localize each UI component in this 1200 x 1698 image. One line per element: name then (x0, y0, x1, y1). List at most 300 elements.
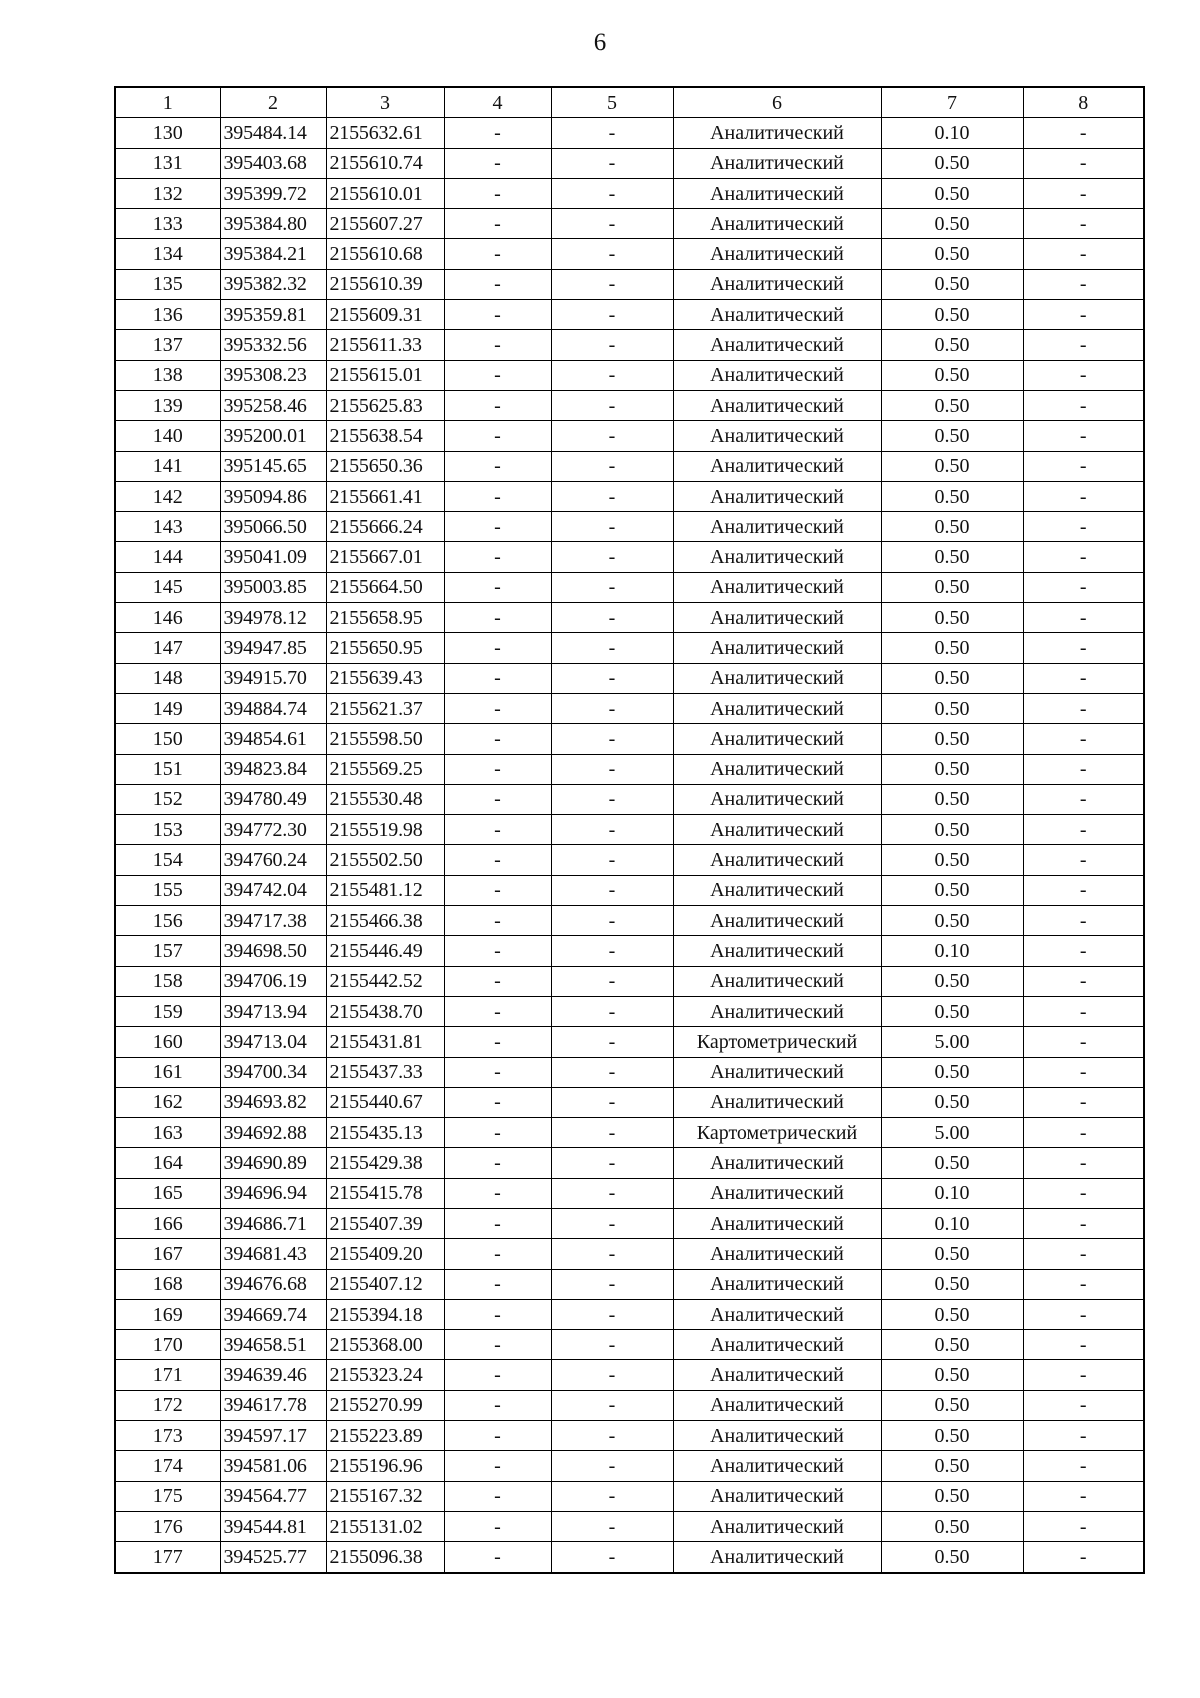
table-cell: 155 (115, 875, 220, 905)
table-cell: Аналитический (673, 663, 881, 693)
table-cell: Аналитический (673, 239, 881, 269)
table-cell: 153 (115, 815, 220, 845)
table-cell: - (444, 936, 551, 966)
table-cell: - (551, 724, 673, 754)
table-cell: - (444, 1542, 551, 1573)
table-cell: - (551, 966, 673, 996)
table-row (115, 512, 1144, 542)
table-cell: 394978.12 (220, 603, 326, 633)
table-cell: 394854.61 (220, 724, 326, 754)
table-cell: 0.50 (881, 542, 1023, 572)
table-cell: Аналитический (673, 906, 881, 936)
table-cell: 0.50 (881, 512, 1023, 542)
table-row (115, 663, 1144, 693)
table-cell: 395484.14 (220, 118, 326, 148)
table-row (115, 451, 1144, 481)
table-cell: - (444, 603, 551, 633)
table-cell: 0.10 (881, 1208, 1023, 1238)
table-cell: 394696.94 (220, 1178, 326, 1208)
table-cell: 2155435.13 (326, 1118, 444, 1148)
table-row (115, 209, 1144, 239)
table-cell: - (551, 1208, 673, 1238)
table-cell: - (444, 1148, 551, 1178)
table-cell: - (551, 451, 673, 481)
table-cell: 0.50 (881, 330, 1023, 360)
table-cell: 394760.24 (220, 845, 326, 875)
table-cell: - (1023, 1542, 1144, 1573)
table-cell: 144 (115, 542, 220, 572)
table-cell: 394690.89 (220, 1148, 326, 1178)
table-row (115, 1118, 1144, 1148)
table-row (115, 330, 1144, 360)
table-cell: 2155394.18 (326, 1299, 444, 1329)
table-cell: Аналитический (673, 1511, 881, 1541)
table-cell: 2155131.02 (326, 1511, 444, 1541)
table-cell: - (444, 1421, 551, 1451)
table-cell: - (551, 512, 673, 542)
table-cell: - (1023, 421, 1144, 451)
header-row (115, 87, 1144, 118)
table-cell: - (551, 239, 673, 269)
table-cell: - (551, 603, 673, 633)
table-cell: 0.50 (881, 1451, 1023, 1481)
table-cell: - (551, 996, 673, 1026)
table-cell: 0.50 (881, 754, 1023, 784)
table-cell: - (1023, 663, 1144, 693)
table-cell: - (551, 754, 673, 784)
table-cell: - (551, 481, 673, 511)
table-cell: 0.10 (881, 1178, 1023, 1208)
table-cell: - (1023, 178, 1144, 208)
table-cell: - (1023, 118, 1144, 148)
table-row (115, 481, 1144, 511)
table-cell: 2155667.01 (326, 542, 444, 572)
table-cell: - (551, 1542, 673, 1573)
table-cell: - (1023, 1360, 1144, 1390)
table-cell: 170 (115, 1330, 220, 1360)
table-cell: - (551, 572, 673, 602)
table-cell: 2155270.99 (326, 1390, 444, 1420)
table-cell: 0.50 (881, 1360, 1023, 1390)
table-cell: - (444, 724, 551, 754)
table-cell: - (1023, 815, 1144, 845)
table-cell: 394658.51 (220, 1330, 326, 1360)
table-cell: - (1023, 875, 1144, 905)
table-cell: 2155431.81 (326, 1027, 444, 1057)
table-row (115, 1451, 1144, 1481)
table-cell: - (551, 1390, 673, 1420)
table-cell: Аналитический (673, 209, 881, 239)
table-cell: - (1023, 1330, 1144, 1360)
table-cell: - (1023, 603, 1144, 633)
column-header-5: 5 (551, 87, 673, 118)
table-cell: - (551, 390, 673, 420)
table-cell: 135 (115, 269, 220, 299)
table-row (115, 875, 1144, 905)
table-cell: 2155666.24 (326, 512, 444, 542)
table-row (115, 390, 1144, 420)
table-cell: Картометрический (673, 1118, 881, 1148)
table-cell: 394742.04 (220, 875, 326, 905)
table-cell: 394525.77 (220, 1542, 326, 1573)
table-cell: 395145.65 (220, 451, 326, 481)
table-cell: 395332.56 (220, 330, 326, 360)
table-cell: 0.50 (881, 451, 1023, 481)
table-cell: 136 (115, 300, 220, 330)
table-cell: Аналитический (673, 451, 881, 481)
table-cell: 0.50 (881, 966, 1023, 996)
table-cell: 2155407.12 (326, 1269, 444, 1299)
table-cell: - (1023, 966, 1144, 996)
table-cell: 140 (115, 421, 220, 451)
table-cell: - (444, 421, 551, 451)
table-row (115, 1178, 1144, 1208)
table-cell: - (444, 845, 551, 875)
table-cell: 157 (115, 936, 220, 966)
table-cell: 0.50 (881, 1148, 1023, 1178)
table-cell: 162 (115, 1087, 220, 1117)
table-cell: - (551, 1269, 673, 1299)
table-cell: 146 (115, 603, 220, 633)
table-row (115, 1057, 1144, 1087)
table-cell: - (1023, 481, 1144, 511)
table-cell: 394676.68 (220, 1269, 326, 1299)
table-cell: - (1023, 1390, 1144, 1420)
table-cell: Аналитический (673, 1299, 881, 1329)
table-cell: Аналитический (673, 1481, 881, 1511)
table-cell: - (1023, 209, 1144, 239)
table-cell: 163 (115, 1118, 220, 1148)
table-row (115, 906, 1144, 936)
table-cell: 394772.30 (220, 815, 326, 845)
table-row (115, 996, 1144, 1026)
table-cell: - (1023, 1299, 1144, 1329)
coordinates-table (114, 86, 1145, 1574)
table-cell: - (551, 1087, 673, 1117)
table-cell: - (551, 906, 673, 936)
table-cell: 394681.43 (220, 1239, 326, 1269)
table-cell: 2155530.48 (326, 784, 444, 814)
table-cell: 394686.71 (220, 1208, 326, 1238)
table-cell: - (551, 330, 673, 360)
table-cell: - (551, 1511, 673, 1541)
table-cell: - (444, 572, 551, 602)
table-cell: - (1023, 542, 1144, 572)
table-cell: 395041.09 (220, 542, 326, 572)
table-row (115, 845, 1144, 875)
table-cell: 0.50 (881, 906, 1023, 936)
table-cell: - (444, 1330, 551, 1360)
table-cell: - (444, 996, 551, 1026)
table-cell: 394544.81 (220, 1511, 326, 1541)
table-cell: - (444, 784, 551, 814)
table-cell: - (444, 1027, 551, 1057)
table-cell: - (551, 269, 673, 299)
table-cell: - (1023, 1239, 1144, 1269)
table-cell: 2155569.25 (326, 754, 444, 784)
table-row (115, 148, 1144, 178)
table-cell: 2155437.33 (326, 1057, 444, 1087)
table-row (115, 300, 1144, 330)
table-cell: - (444, 906, 551, 936)
table-cell: Аналитический (673, 148, 881, 178)
table-cell: - (551, 1360, 673, 1390)
table-cell: - (1023, 1118, 1144, 1148)
table-cell: 2155632.61 (326, 118, 444, 148)
table-cell: 395258.46 (220, 390, 326, 420)
table-cell: 161 (115, 1057, 220, 1087)
column-header-2: 2 (220, 87, 326, 118)
table-cell: - (1023, 906, 1144, 936)
table-cell: 2155621.37 (326, 693, 444, 723)
table-cell: 395359.81 (220, 300, 326, 330)
table-cell: 176 (115, 1511, 220, 1541)
table-cell: - (551, 148, 673, 178)
page-number: 6 (593, 29, 607, 56)
table-cell: - (444, 1239, 551, 1269)
table-cell: 2155415.78 (326, 1178, 444, 1208)
table-cell: 2155519.98 (326, 815, 444, 845)
table-cell: - (551, 421, 673, 451)
table-cell: - (551, 178, 673, 208)
table-cell: Аналитический (673, 481, 881, 511)
table-cell: - (444, 269, 551, 299)
table-row (115, 1299, 1144, 1329)
table-cell: - (551, 118, 673, 148)
table-cell: Аналитический (673, 1390, 881, 1420)
table-cell: Аналитический (673, 118, 881, 148)
table-cell: 2155466.38 (326, 906, 444, 936)
table-cell: 177 (115, 1542, 220, 1573)
table-cell: Аналитический (673, 1542, 881, 1573)
table-cell: - (551, 209, 673, 239)
table-cell: - (551, 875, 673, 905)
table-cell: 143 (115, 512, 220, 542)
table-cell: 0.50 (881, 1239, 1023, 1269)
table-cell: - (444, 1390, 551, 1420)
table-cell: - (444, 1451, 551, 1481)
table-row (115, 178, 1144, 208)
table-cell: 0.50 (881, 996, 1023, 1026)
table-cell: - (551, 1057, 673, 1087)
table-cell: 394639.46 (220, 1360, 326, 1390)
table-cell: 395384.80 (220, 209, 326, 239)
table-row (115, 633, 1144, 663)
table-cell: 131 (115, 148, 220, 178)
table-row (115, 603, 1144, 633)
table-cell: Аналитический (673, 269, 881, 299)
table-cell: - (1023, 512, 1144, 542)
table-cell: 130 (115, 118, 220, 148)
table-row (115, 360, 1144, 390)
table-cell: 0.50 (881, 1299, 1023, 1329)
table-cell: Аналитический (673, 1148, 881, 1178)
table-cell: - (444, 1087, 551, 1117)
table-cell: - (551, 360, 673, 390)
table-cell: 2155502.50 (326, 845, 444, 875)
table-cell: 2155610.68 (326, 239, 444, 269)
table-cell: - (1023, 1451, 1144, 1481)
table-cell: 394581.06 (220, 1451, 326, 1481)
table-cell: - (444, 481, 551, 511)
table-cell: 0.50 (881, 572, 1023, 602)
table-row (115, 542, 1144, 572)
table-cell: 2155661.41 (326, 481, 444, 511)
table-cell: - (444, 239, 551, 269)
table-cell: Аналитический (673, 512, 881, 542)
table-body (115, 118, 1144, 1573)
table-cell: - (551, 1148, 673, 1178)
table-row (115, 693, 1144, 723)
table-cell: 2155607.27 (326, 209, 444, 239)
table-cell: 164 (115, 1148, 220, 1178)
table-cell: Аналитический (673, 390, 881, 420)
table-cell: 0.50 (881, 1421, 1023, 1451)
table-cell: - (1023, 784, 1144, 814)
table-row (115, 1148, 1144, 1178)
table-cell: Аналитический (673, 936, 881, 966)
table-cell: 0.50 (881, 845, 1023, 875)
table-cell: 0.50 (881, 269, 1023, 299)
table-cell: - (1023, 724, 1144, 754)
table-cell: 0.50 (881, 481, 1023, 511)
table-row (115, 815, 1144, 845)
column-header-4: 4 (444, 87, 551, 118)
table-cell: 394693.82 (220, 1087, 326, 1117)
table-cell: 2155650.95 (326, 633, 444, 663)
table-cell: 394700.34 (220, 1057, 326, 1087)
table-cell: 395403.68 (220, 148, 326, 178)
table-cell: 0.50 (881, 724, 1023, 754)
table-cell: - (551, 633, 673, 663)
table-cell: Аналитический (673, 845, 881, 875)
table-cell: - (444, 1511, 551, 1541)
table-cell: 132 (115, 178, 220, 208)
table-row (115, 784, 1144, 814)
table-cell: - (444, 1057, 551, 1087)
table-row (115, 421, 1144, 451)
table-cell: - (551, 1451, 673, 1481)
table-cell: 0.50 (881, 421, 1023, 451)
table-cell: 0.50 (881, 300, 1023, 330)
table-cell: - (444, 542, 551, 572)
table-cell: - (1023, 1208, 1144, 1238)
table-cell: Аналитический (673, 1360, 881, 1390)
table-cell: Аналитический (673, 1421, 881, 1451)
table-cell: Аналитический (673, 754, 881, 784)
table-cell: - (1023, 148, 1144, 178)
table-cell: - (1023, 1087, 1144, 1117)
table-cell: - (551, 1118, 673, 1148)
table-cell: 394823.84 (220, 754, 326, 784)
table-cell: 2155650.36 (326, 451, 444, 481)
table-cell: 159 (115, 996, 220, 1026)
table-cell: - (444, 118, 551, 148)
table-cell: 2155611.33 (326, 330, 444, 360)
table-cell: - (444, 1178, 551, 1208)
table-cell: - (444, 1208, 551, 1238)
table-cell: 2155610.39 (326, 269, 444, 299)
table-row (115, 572, 1144, 602)
table-cell: 2155481.12 (326, 875, 444, 905)
table-cell: 134 (115, 239, 220, 269)
table-cell: 165 (115, 1178, 220, 1208)
table-cell: - (444, 1118, 551, 1148)
table-cell: - (551, 542, 673, 572)
column-header-6: 6 (673, 87, 881, 118)
table-cell: 394915.70 (220, 663, 326, 693)
table-row (115, 1208, 1144, 1238)
table-cell: Аналитический (673, 966, 881, 996)
table-cell: 0.50 (881, 693, 1023, 723)
table-cell: 2155223.89 (326, 1421, 444, 1451)
table-cell: Аналитический (673, 603, 881, 633)
table-cell: Аналитический (673, 1269, 881, 1299)
table-cell: - (444, 451, 551, 481)
table-cell: 2155409.20 (326, 1239, 444, 1269)
table-cell: - (444, 875, 551, 905)
table-cell: 2155438.70 (326, 996, 444, 1026)
table-cell: 395308.23 (220, 360, 326, 390)
column-header-8: 8 (1023, 87, 1144, 118)
table-cell: 0.50 (881, 1390, 1023, 1420)
table-cell: 2155598.50 (326, 724, 444, 754)
table-cell: - (1023, 754, 1144, 784)
table-row (115, 724, 1144, 754)
table-cell: Аналитический (673, 330, 881, 360)
table-cell: 0.50 (881, 209, 1023, 239)
table-cell: - (444, 360, 551, 390)
table-cell: 156 (115, 906, 220, 936)
table-cell: - (1023, 693, 1144, 723)
table-cell: - (551, 663, 673, 693)
table-cell: Аналитический (673, 1239, 881, 1269)
column-header-7: 7 (881, 87, 1023, 118)
table-row (115, 1421, 1144, 1451)
table-row (115, 1511, 1144, 1541)
table-cell: - (444, 754, 551, 784)
table-cell: - (1023, 300, 1144, 330)
table-cell: 394706.19 (220, 966, 326, 996)
table-cell: - (1023, 1421, 1144, 1451)
table-cell: - (1023, 936, 1144, 966)
table-cell: 0.10 (881, 936, 1023, 966)
table-cell: 145 (115, 572, 220, 602)
table-row (115, 1481, 1144, 1511)
table-cell: 394698.50 (220, 936, 326, 966)
table-cell: 0.50 (881, 1542, 1023, 1573)
table-cell: - (444, 330, 551, 360)
table-cell: 151 (115, 754, 220, 784)
table-header (115, 87, 1144, 118)
table-cell: - (551, 1027, 673, 1057)
table-cell: 152 (115, 784, 220, 814)
table-cell: - (1023, 269, 1144, 299)
table-cell: 148 (115, 663, 220, 693)
table-cell: 2155658.95 (326, 603, 444, 633)
table-cell: 2155610.01 (326, 178, 444, 208)
table-cell: - (1023, 330, 1144, 360)
table-cell: 149 (115, 693, 220, 723)
table-cell: 167 (115, 1239, 220, 1269)
table-row (115, 1087, 1144, 1117)
table-cell: 2155639.43 (326, 663, 444, 693)
table-cell: 394669.74 (220, 1299, 326, 1329)
table-cell: - (444, 633, 551, 663)
table-cell: 160 (115, 1027, 220, 1057)
table-cell: 2155638.54 (326, 421, 444, 451)
table-cell: 5.00 (881, 1027, 1023, 1057)
